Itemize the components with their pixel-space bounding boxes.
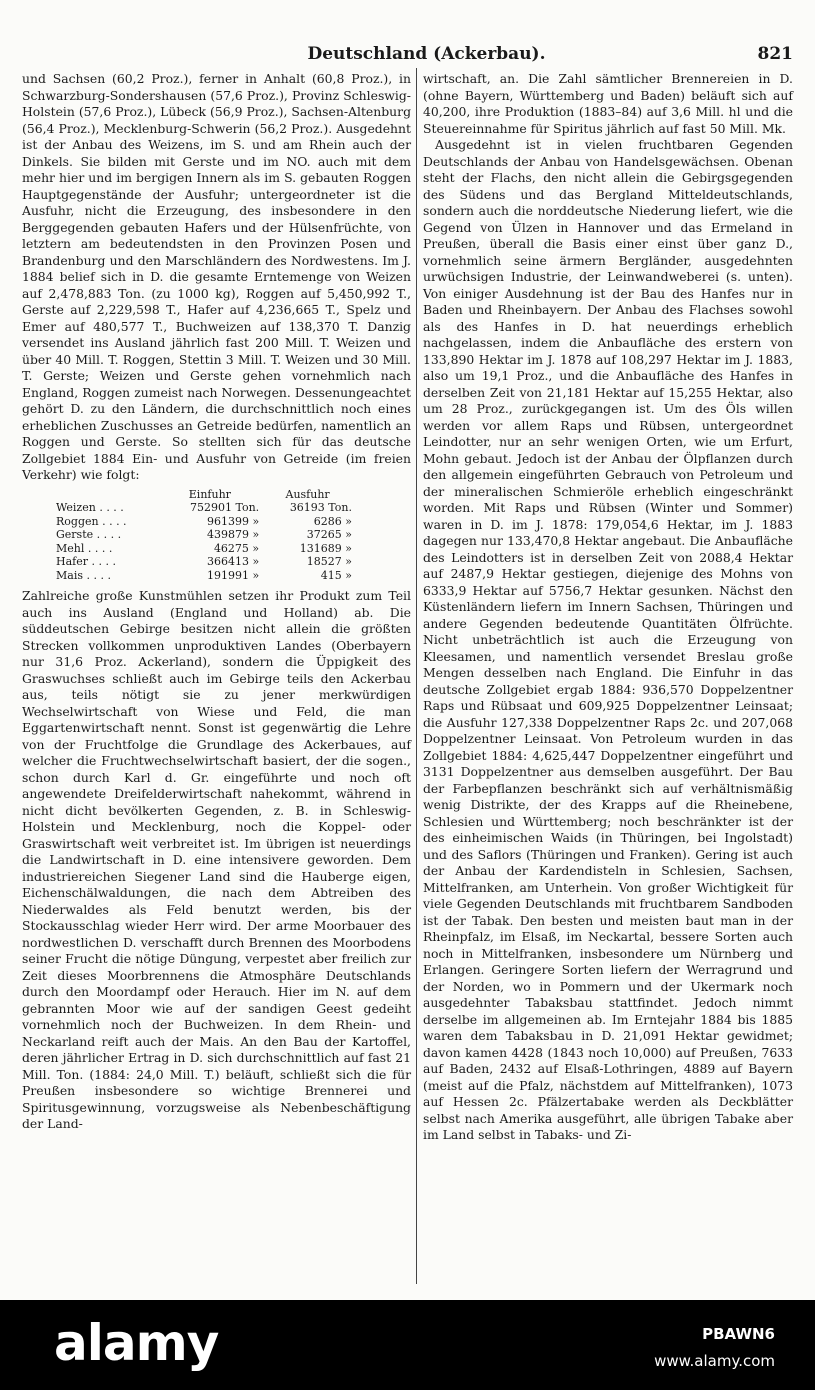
grain-export: 6286 » xyxy=(313,514,352,528)
column-divider xyxy=(416,68,417,1284)
site-url: www.alamy.com xyxy=(654,1352,775,1370)
table-header-export: Ausfuhr xyxy=(285,487,330,501)
brand-logo: alamy xyxy=(54,1314,219,1372)
image-id: PBAWN6 xyxy=(702,1325,775,1343)
grain-import: 366413 » xyxy=(206,555,260,568)
grain-export: 37265 » xyxy=(306,528,352,541)
grain-export: 36193 Ton. xyxy=(289,501,352,514)
grain-name: Roggen . . . . xyxy=(56,514,127,528)
table-row xyxy=(54,515,354,529)
right-column xyxy=(423,71,793,1144)
grain-name: Gerste . . . . xyxy=(56,528,122,541)
table-header-import: Einfuhr xyxy=(188,487,231,501)
page-header xyxy=(60,44,793,68)
grain-export: 18527 » xyxy=(306,555,352,568)
table-header-blank xyxy=(54,488,159,502)
left-column xyxy=(22,71,411,1133)
grain-export: 415 » xyxy=(320,568,352,582)
left-paragraph-2: Zahlreiche große Kunstmühlen setzen ihr Produkt zum Teil auch ins Ausland (England und Holland) ab. Die süddeutschen Gebirge besitzen nicht allein die größten Strecken vollkommen unproduktiven Landes (Oberbayern nur 31,6 Proz. Ackerland), sondern die Üppigkeit des Graswuchses schließt auch im Gebirge teils den Ackerbau aus, teils nötigt sie zu jener merkwürdigen Wechselwirtschaft von Wiese und Feld, die man Eggartenwirtschaft nennt. Sonst ist gegenwärtig die Lehre von der Fruchtfolge die Grundlage des Ackerbaues, auf welcher die Fruchtwechselwirtschaft basiert, der die sogen., schon durch Karl d. Gr. eingeführte und noch oft angewendete Dreifelderwirtschaft nahekommt, während in nicht dicht bevölkerten Gegenden, z. B. in Schleswig-Holstein und Mecklenburg, noch die Koppel- oder Graswirtschaft weit verbreitet ist. Im übrigen ist neuerdings die Landwirtschaft in D. eine intensivere geworden. Dem industriereichen Siegener Land sind die Hauberge eigen, Eichenschälwaldungen, die nach dem Abtreiben des Niederwaldes als Feld benutzt werden, bis der Stockausschlag wieder Herr wird. Der arme Moorbauer des nordwestlichen D. verschafft durch Brennen des Moorbodens seiner Frucht die nötige Düngung, verpestet aber freilich zur Zeit dieses Moorbrennens die Atmosphäre Deutschlands durch den Moordampf oder Herauch. Hier im N. auf dem gebrannten Moor wie auf der sandigen Geest gedeiht vornehmlich noch der Buchweizen. In dem Rhein- und Neckarland reift auch der Mais. An den Bau der Kartoffel, deren jährlicher Ertrag in D. sich durchschnittlich auf fast 21 Mill. Ton. (1884: 24,0 Mill. T.) beläuft, schließt sich die für Preußen insbesondere so wichtige Brennerei und Spiritusgewinnung, vorzugsweise als Nebenbeschäftigung der Land- xyxy=(22,588,411,1131)
grain-name: Mehl . . . . xyxy=(56,541,113,555)
grain-trade-table xyxy=(54,488,354,583)
page-number: 821 xyxy=(757,44,793,64)
grain-import: 46275 » xyxy=(213,541,260,555)
grain-import: 439879 » xyxy=(206,528,260,541)
table-row xyxy=(54,569,354,583)
page-title: Deutschland (Ackerbau). xyxy=(307,44,546,64)
grain-name: Weizen . . . . xyxy=(56,501,124,514)
table-row xyxy=(54,501,354,515)
grain-export: 131689 » xyxy=(299,541,352,555)
right-paragraph-2: Ausgedehnt ist in vielen fruchtbaren Gegenden Deutschlands der Anbau von Handelsgewächsen. Obenan steht der Flachs, den nicht allein die Gebirgsgegenden des Südens und das Bergland Mitteldeutschlands, sondern auch die norddeutsche Niederung liefert, wie die Gegend von Ülzen in Hannover und das Ermeland in Preußen, überall die Basis einer einst über ganz D., vornehmlich seine ärmern Bergländer, ausgedehnten urwüchsigen Industrie, der Leinwandweberei (s. unten). Von einiger Ausdehnung ist der Bau des Hanfes nur in Baden und Rheinbayern. Der Anbau des Flachses sowohl als des Hanfes in D. hat neuerdings erheblich nachgelassen, indem die Anbaufläche des erstern von 133,890 Hektar im J. 1878 auf 108,297 Hektar im J. 1883, also um 19,1 Proz., und die Anbaufläche des Hanfes in derselben Zeit von 21,181 Hektar auf 15,255 Hektar, also um 28 Proz., zurückgegangen ist. Um des Öls willen werden vor allem Raps und Rübsen, untergeordnet Leindotter, nur an sehr wenigen Orten, wie um Erfurt, Mohn gebaut. Jedoch ist der Anbau der Ölpflanzen durch den allgemein eingeführten Gebrauch von Petroleum und der mineralischen Schmieröle erheblich eingeschränkt worden. Mit Raps und Rübsen (Winter und Sommer) waren in D. im J. 1878: 179,054,6 Hektar, im J. 1883 dagegen nur 133,470,8 Hektar angebaut. Die Anbaufläche des Leindotters ist in derselben Zeit von 2088,4 Hektar auf 2487,9 Hektar gestiegen, diejenige des Mohns von 6333,9 Hektar auf 5756,7 Hektar gesunken. Nächst den Küstenländern liefern im Innern Sachsen, Thüringen und andere Gegenden bedeutende Quantitäten Ölfrüchte. Nicht unbeträchtlich ist auch die Erzeugung von Kleesamen, und namentlich versendet Breslau große Mengen desselben nach England. Die Einfuhr in das deutsche Zollgebiet ergab 1884: 936,570 Doppelzentner Raps und Rübsaat und 609,925 Doppelzentner Leinsaat; die Ausfuhr 127,338 Doppelzentner Raps 2c. und 207,068 Doppelzentner Leinsaat. Von Petroleum wurden in das Zollgebiet 1884: 4,625,447 Doppelzentner eingeführt und 3131 Doppelzentner aus demselben ausgeführt. Der Bau der Farbepflanzen beschränkt sich auf verhältnismäßig wenig Distrikte, der des Krapps auf die Rheinebene, Schlesien und Württemberg; noch beschränkter ist der des einheimischen Waids (in Thüringen, bei Ingolstadt) und des Saflors (Thüringen und Franken). Gering ist auch der Anbau der Kardendisteln in Schlesien, Sachsen, Mittelfranken, am Unterhein. Von großer Wichtigkeit für viele Gegenden Deutschlands mit fruchtbarem Sandboden ist der Tabak. Den besten und meisten baut man in der Rheinpfalz, im Elsaß, im Neckartal, bessere Sorten auch noch in Mittelfranken, insbesondere um Nürnberg und Erlangen. Geringere Sorten liefern der Werragrund und der Norden, wo in Pommern und der Ukermark noch ausgedehnter Tabaksbau stattfindet. Jedoch nimmt derselbe im allgemeinen ab. Im Erntejahr 1884 bis 1885 waren dem Tabaksbau in D. 21,091 Hektar gewidmet; davon kamen 4428 (1843 noch 10,000) auf Preußen, 7633 auf Baden, 2432 auf Elsaß-Lothringen, 4889 auf Bayern (meist auf die Pfalz, nächstdem auf Mittelfranken), 1073 auf Hessen 2c. Pfälzertabake werden als Deckblätter selbst nach Amerika ausgeführt, alle übrigen Tabake aber im Land selbst in Tabaks- und Zi- xyxy=(423,137,793,1142)
table-row xyxy=(54,528,354,542)
stock-watermark-bar xyxy=(0,1300,815,1390)
table-row xyxy=(54,542,354,556)
table-row xyxy=(54,555,354,569)
table-header-row xyxy=(54,488,354,502)
right-paragraph-1: wirtschaft, an. Die Zahl sämtlicher Brennereien in D. (ohne Bayern, Württemberg und Baden) beläuft sich auf 40,200, ihre Produktion (1883–84) auf 3,6 Mill. hl und die Steuereinnahme für Spiritus jährlich auf fast 50 Mill. Mk. xyxy=(423,71,793,136)
left-paragraph-1: und Sachsen (60,2 Proz.), ferner in Anhalt (60,8 Proz.), in Schwarzburg-Sondershausen (57,6 Proz.), Provinz Schleswig-Holstein (57,6 Proz.), Lübeck (56,9 Proz.), Sachsen-Altenburg (56,4 Proz.), Mecklenburg-Schwerin (56,2 Proz.). Ausgedehnt ist der Anbau des Weizens, im S. und am Rhein auch der Dinkels. Sie bilden mit Gerste und im NO. auch mit dem mehr hier und im bergigen Innern als im S. gebauten Roggen Hauptgegenstände der Ausfuhr; untergeordneter ist die Ausfuhr, nicht die Erzeugung, des insbesondere in den Berggegenden gebauten Hafers und der Hülsenfrüchte, von letztern am bedeutendsten in den Provinzen Posen und Brandenburg und den Marschländern des Nordwestens. Im J. 1884 belief sich in D. die gesamte Erntemenge von Weizen auf 2,478,883 Ton. (zu 1000 kg), Roggen auf 5,450,992 T., Gerste auf 2,229,598 T., Hafer auf 4,236,665 T., Spelz und Emer auf 480,577 T., Buchweizen auf 138,370 T. Danzig versendet ins Ausland jährlich fast 200 Mill. T. Weizen und über 40 Mill. T. Roggen, Stettin 3 Mill. T. Weizen und 30 Mill. T. Gerste; Weizen und Gerste gehen vornehmlich nach England, Roggen zumeist nach Norwegen. Dessenungeachtet gehört D. zu den Ländern, die durchschnittlich noch eines erheblichen Zuschusses an Getreide bedürfen, namentlich an Roggen und Gerste. So stellten sich für das deutsche Zollgebiet 1884 Ein- und Ausfuhr von Getreide (im freien Verkehr) wie folgt: xyxy=(22,71,411,482)
grain-import: 752901 Ton. xyxy=(189,501,260,514)
grain-import: 191991 » xyxy=(206,568,260,582)
grain-name: Hafer . . . . xyxy=(56,555,116,568)
grain-import: 961399 » xyxy=(206,514,260,528)
grain-name: Mais . . . . xyxy=(56,568,111,582)
